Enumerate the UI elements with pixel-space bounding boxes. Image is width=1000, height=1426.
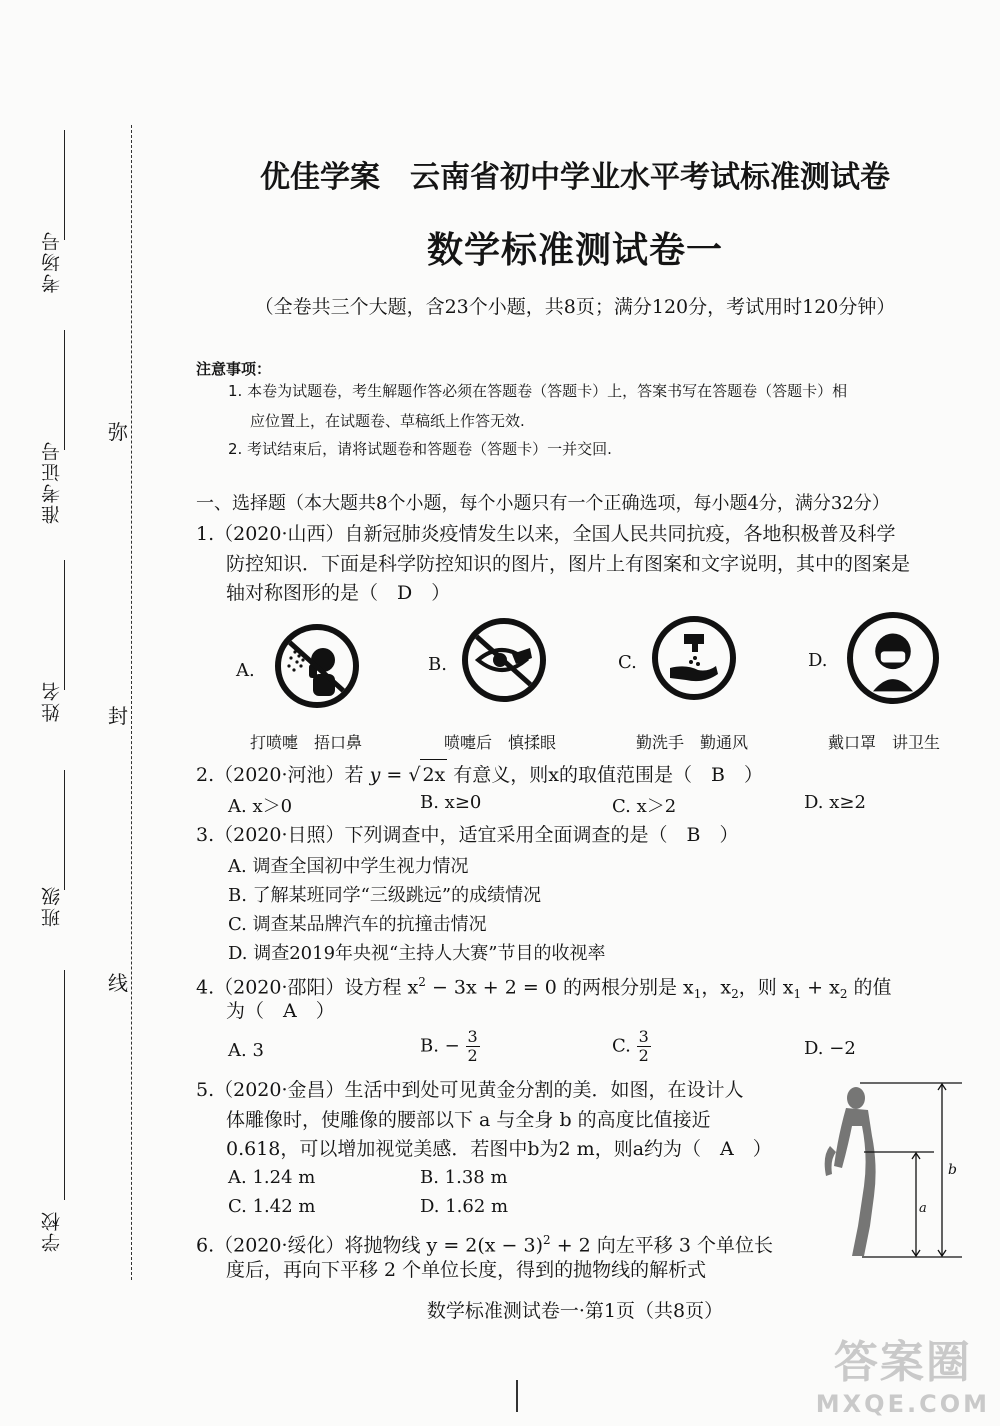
q5-option-d: D. 1.62 m	[420, 1196, 509, 1217]
watermark-line-1: 答案圈	[833, 1337, 972, 1388]
statue-figure	[812, 1076, 968, 1262]
q1-line-1: 1.（2020·山西）自新冠肺炎疫情发生以来，全国人民共同抗疫，各地积极普及科学	[196, 523, 896, 545]
notes-heading: 注意事项：	[196, 360, 272, 378]
q3-option-a: A. 调查全国初中学生视力情况	[228, 856, 469, 877]
mask-icon	[847, 612, 939, 704]
fraction: $\frac{3}{2}$	[638, 1027, 649, 1065]
q6-line-2: 度后，再向下平移 2 个单位长度，得到的抛物线的解析式	[226, 1259, 707, 1281]
q3-stem: 3.（2020·日照）下列调查中，适宜采用全面调查的是（ B ）	[196, 824, 739, 846]
q5-line-1: 5.（2020·金昌）生活中到处可见黄金分割的美．如图，在设计人	[196, 1079, 744, 1101]
watermark-line-2: MXQE.COM	[815, 1390, 990, 1418]
q5-option-a: A. 1.24 m	[228, 1167, 316, 1188]
q2-option-c: C. x＞2	[612, 796, 677, 817]
q5-line-3: 0.618，可以增加视觉美感．若图中b为2 m，则a约为（ A ）	[226, 1138, 772, 1160]
q1-option-d-caption: 戴口罩 讲卫生	[828, 733, 941, 752]
series-title: 优佳学案 云南省初中学业水平考试标准测试卷	[260, 160, 890, 195]
sqrt-symbol: √	[408, 764, 421, 786]
hand-wash-icon	[652, 616, 736, 700]
q1-option-b-caption: 喷嚏后 慎揉眼	[444, 733, 557, 752]
sneeze-icon	[275, 624, 359, 708]
ticket-rule	[64, 330, 65, 450]
fold-mark	[516, 1380, 518, 1412]
q4-line-2: 为（ A ）	[226, 1000, 335, 1022]
q3-option-b: B. 了解某班同学“三级跳远”的成绩情况	[228, 885, 542, 906]
q1-option-c-letter: C.	[618, 652, 637, 673]
paper-info: （全卷共三个大题，含23个小题，共8页；满分120分，考试用时120分钟）	[254, 296, 896, 318]
q2-option-d: D. x≥2	[804, 792, 866, 813]
ticket-label: 准考证号	[41, 440, 63, 524]
name-rule	[64, 560, 65, 690]
seal-char-mi: 弥	[108, 420, 128, 444]
q3-option-d: D. 调查2019年央视“主持人大赛”节目的收视率	[228, 943, 606, 964]
q2-stem: 2.（2020·河池）若 y = √ 2x 有意义，则x的取值范围是（ B ）	[196, 759, 763, 790]
q6-line-1: 6.（2020·绥化）将抛物线 $y = 2(x - 3)^2 + 2$ 向左平移 3 个单位长	[196, 1233, 773, 1257]
q4-option-c: C. $\frac{3}{2}$	[612, 1027, 649, 1065]
q1-option-b-letter: B.	[428, 654, 447, 675]
class-rule	[64, 770, 65, 890]
q3-option-c: C. 调查某品牌汽车的抗撞击情况	[228, 914, 487, 935]
notes-item-1-line-2: 应位置上，在试题卷、草稿纸上作答无效.	[250, 412, 525, 430]
q1-option-a-letter: A.	[236, 660, 255, 681]
q4-option-b: B. − $\frac{3}{2}$	[420, 1027, 478, 1065]
class-label: 班级	[41, 885, 63, 927]
q4-stem: 4.（2020·邵阳）设方程 $x^2 - 3x + 2 = 0$ 的两根分别是 $x_1$，$x_2$，则 $x_1 + x_2$ 的值	[196, 975, 892, 1002]
q1-option-a-caption: 打喷嚏 捂口鼻	[250, 733, 363, 752]
seal-char-feng: 封	[108, 704, 128, 728]
name-label: 姓名	[41, 680, 63, 722]
watermark	[816, 1326, 990, 1418]
section-heading: 一、选择题（本大题共8个小题，每个小题只有一个正确选项，每小题4分，满分32分）	[196, 493, 890, 514]
q5-line-2: 体雕像时，使雕像的腰部以下 a 与全身 b 的高度比值接近	[226, 1109, 711, 1131]
q2-option-a: A. x＞0	[228, 796, 293, 817]
q5-option-b: B. 1.38 m	[420, 1167, 508, 1188]
page-footer: 数学标准测试卷一·第1页（共8页）	[426, 1300, 724, 1322]
notes-item-1-line-1: 1. 本卷为试题卷，考生解题作答必须在答题卷（答题卡）上，答案书写在答题卷（答题卡）相	[228, 382, 848, 400]
figure-label-a: a	[919, 1201, 927, 1216]
q1-line-2: 防控知识．下面是科学防控知识的图片，图片上有图案和文字说明，其中的图案是	[226, 553, 911, 575]
school-label: 学校	[41, 1210, 63, 1252]
q1-line-3: 轴对称图形的是（ D ）	[226, 582, 451, 604]
notes-item-2: 2. 考试结束后，请将试题卷和答题卷（答题卡）一并交回.	[228, 440, 612, 458]
q1-option-d-letter: D.	[808, 650, 828, 671]
exam-room-label: 考场号	[41, 230, 63, 293]
school-rule	[64, 970, 65, 1200]
q1-option-c-caption: 勤洗手 勤通风	[636, 733, 749, 752]
q5-option-c: C. 1.42 m	[228, 1196, 316, 1217]
figure-label-b: b	[948, 1162, 957, 1178]
no-eye-rub-icon	[462, 618, 546, 702]
q4-option-d: D. −2	[804, 1038, 856, 1059]
paper-title: 数学标准测试卷一	[426, 229, 723, 271]
q2-option-b: B. x≥0	[420, 792, 482, 813]
q4-option-a: A. 3	[228, 1040, 264, 1061]
seal-char-xian: 线	[108, 971, 128, 995]
fraction: $\frac{3}{2}$	[467, 1027, 478, 1065]
